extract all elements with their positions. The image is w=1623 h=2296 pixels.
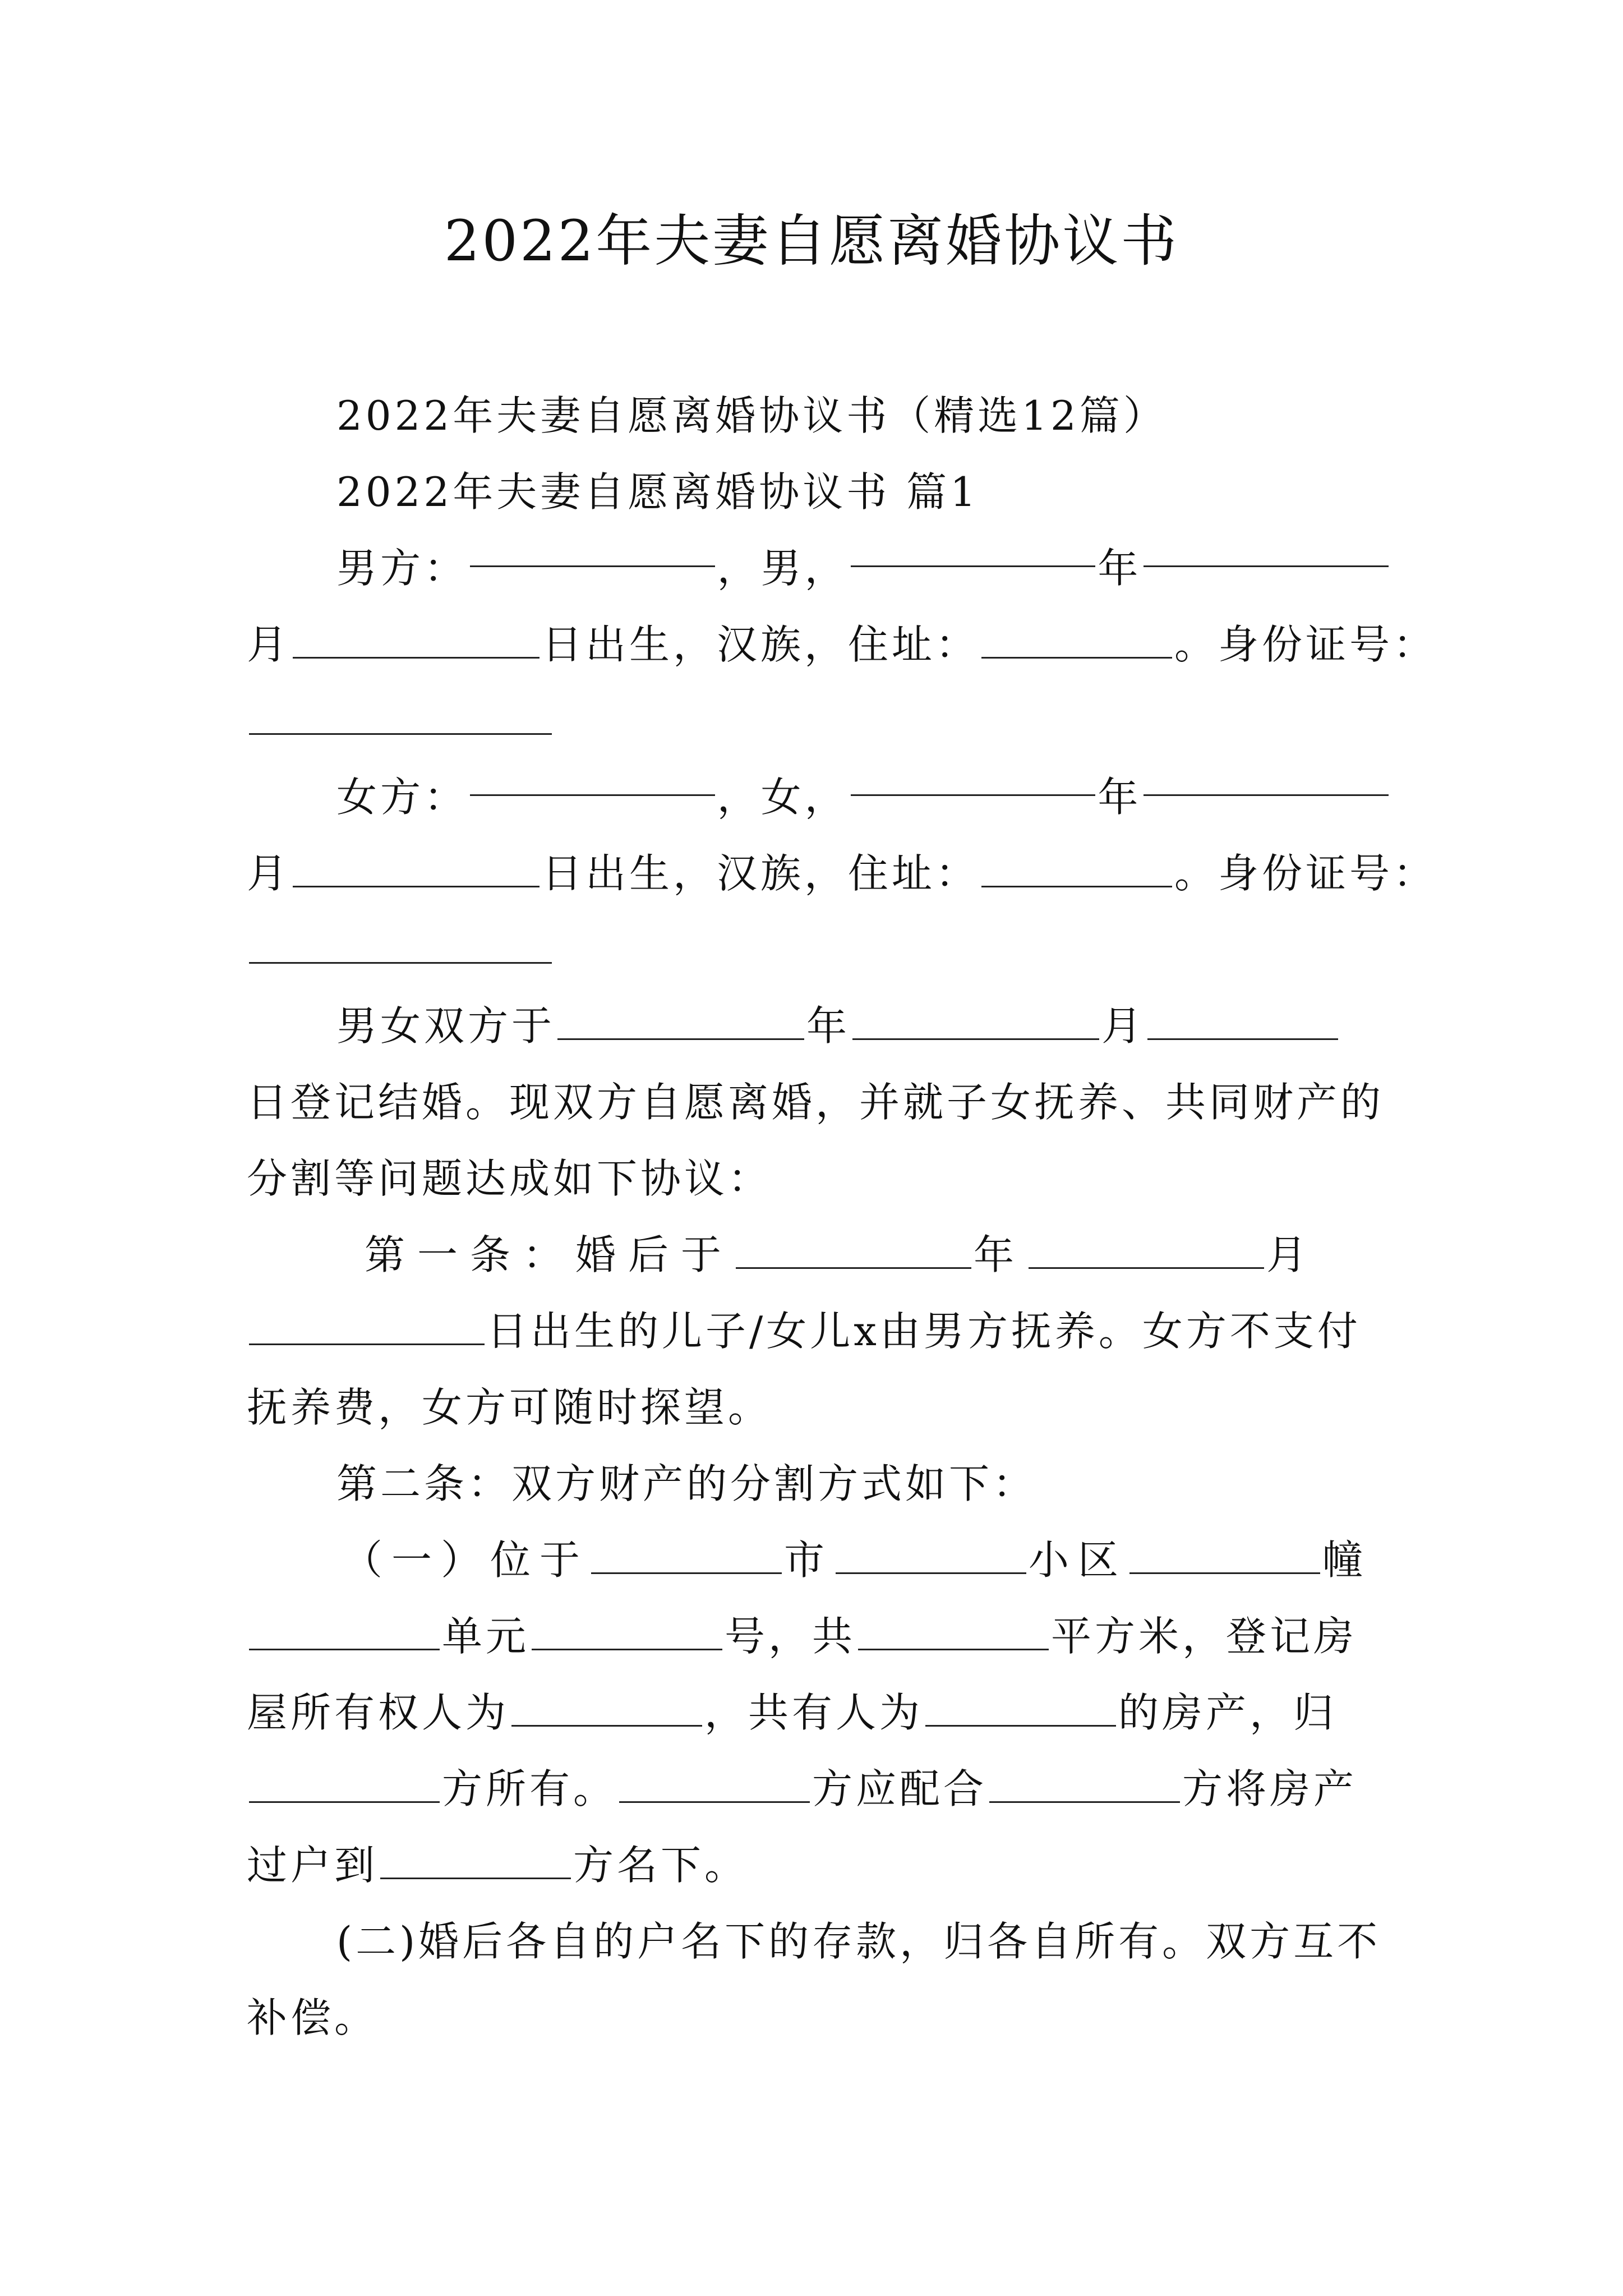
female-id-label: 。身份证号：	[1174, 850, 1437, 897]
male-label: 男方：	[336, 545, 468, 592]
owner-blank	[511, 1689, 702, 1727]
female-id-blank	[249, 926, 552, 964]
female-line-1	[336, 758, 1391, 836]
number-blank	[532, 1613, 722, 1650]
section-heading: 2022年夫妻自愿离婚协议书 篇1	[336, 468, 979, 516]
male-id-blank	[249, 697, 552, 735]
name-label: 方名下。	[573, 1842, 749, 1889]
community-label: 小区	[1029, 1536, 1128, 1584]
subtitle: 2022年夫妻自愿离婚协议书（精选12篇）	[336, 392, 1167, 439]
article2-p1-line-2	[247, 1598, 1391, 1675]
marriage-date-label: 男女双方于	[336, 1002, 556, 1050]
marriage-day-blank	[1147, 1002, 1338, 1040]
male-month-blank	[1144, 530, 1389, 567]
community-blank	[836, 1536, 1026, 1574]
transfer-to-blank	[380, 1842, 571, 1879]
number-label: 号，共	[725, 1613, 856, 1660]
article2-p2-line-1: (二)婚后各自的户名下的存款，归各自所有。双方互不	[336, 1918, 1381, 1965]
male-address-blank	[981, 621, 1172, 659]
article2-p1-line-5	[247, 1826, 1391, 1904]
male-name-blank	[470, 530, 715, 567]
article1-line-3: 抚养费，女方可随时探望。	[247, 1384, 772, 1431]
article1-line-2	[247, 1292, 1391, 1370]
article1-label: 第一条：婚后于	[365, 1231, 734, 1278]
owner-label: 屋所有权人为	[247, 1689, 510, 1736]
article1-year-blank	[736, 1231, 971, 1269]
marriage-year-blank	[557, 1002, 804, 1040]
transfer-party-blank	[989, 1765, 1180, 1803]
male-day-blank	[293, 621, 540, 659]
marriage-month-label: 月	[1101, 1002, 1146, 1050]
female-address-blank	[981, 850, 1172, 887]
marriage-line-1	[336, 987, 1391, 1065]
area-blank	[858, 1613, 1049, 1650]
female-line-3	[247, 911, 1391, 988]
article2-heading: 第二条：双方财产的分割方式如下：	[336, 1460, 1037, 1507]
marriage-line-2: 日登记结婚。现双方自愿离婚，并就子女抚养、共同财产的	[247, 1079, 1385, 1126]
building-label: 幢	[1322, 1536, 1372, 1584]
male-year-blank	[851, 530, 1096, 567]
marriage-month-blank	[852, 1002, 1099, 1040]
article1-line-2-text: 日出生的儿子/女儿x由男方抚养。女方不支付	[487, 1308, 1361, 1355]
marriage-year-label: 年	[806, 1002, 851, 1050]
city-blank	[591, 1536, 782, 1574]
cooperating-party-blank	[619, 1765, 810, 1803]
area-label: 平方米，登记房	[1051, 1613, 1358, 1660]
article2-p1-line-1	[342, 1521, 1391, 1599]
article2-p2-line-2: 补偿。	[247, 1994, 379, 2041]
female-year-label: 年	[1098, 774, 1142, 821]
male-line-1	[336, 530, 1391, 607]
transfer-label: 方将房产	[1182, 1765, 1358, 1812]
male-gender: ，男，	[717, 545, 849, 592]
male-birth-address-label: 日出生，汉族，住址：	[542, 621, 980, 668]
male-month-label: 月	[247, 621, 291, 668]
female-line-2	[247, 835, 1437, 912]
marriage-line-3: 分割等问题达成如下协议：	[247, 1155, 772, 1202]
building-blank	[1129, 1536, 1320, 1574]
co-owner-blank	[925, 1689, 1116, 1727]
article1-year-label: 年	[974, 1231, 1027, 1278]
female-label: 女方：	[336, 774, 468, 821]
co-owner-label: ，共有人为	[704, 1689, 924, 1736]
transfer-to-label: 过户到	[247, 1842, 379, 1889]
female-day-blank	[293, 850, 540, 887]
unit-blank	[249, 1613, 440, 1650]
article1-month-blank	[1029, 1231, 1264, 1269]
male-line-3	[247, 682, 1391, 760]
article2-p1-line-3	[247, 1674, 1391, 1751]
article1-month-label: 月	[1266, 1231, 1320, 1278]
female-gender: ，女，	[717, 774, 849, 821]
article2-p1-line-4	[247, 1750, 1391, 1828]
unit-label: 单元	[442, 1613, 530, 1660]
article1-line-1	[365, 1216, 1391, 1294]
property-label: 的房产，归	[1118, 1689, 1338, 1736]
male-id-label: 。身份证号：	[1174, 621, 1437, 668]
female-birth-address-label: 日出生，汉族，住址：	[542, 850, 980, 897]
assignee-blank	[249, 1765, 440, 1803]
male-year-label: 年	[1098, 545, 1142, 592]
female-name-blank	[470, 758, 715, 796]
male-line-2	[247, 606, 1437, 683]
article1-day-blank	[249, 1308, 485, 1345]
cooperate-label: 方应配合	[812, 1765, 988, 1812]
city-label: 市	[784, 1536, 834, 1584]
female-month-label: 月	[247, 850, 291, 897]
female-month-blank	[1144, 758, 1389, 796]
location-label: （一）位于	[342, 1536, 589, 1584]
assignee-label: 方所有。	[442, 1765, 617, 1812]
document-title: 2022年夫妻自愿离婚协议书	[444, 208, 1179, 274]
female-year-blank	[851, 758, 1096, 796]
